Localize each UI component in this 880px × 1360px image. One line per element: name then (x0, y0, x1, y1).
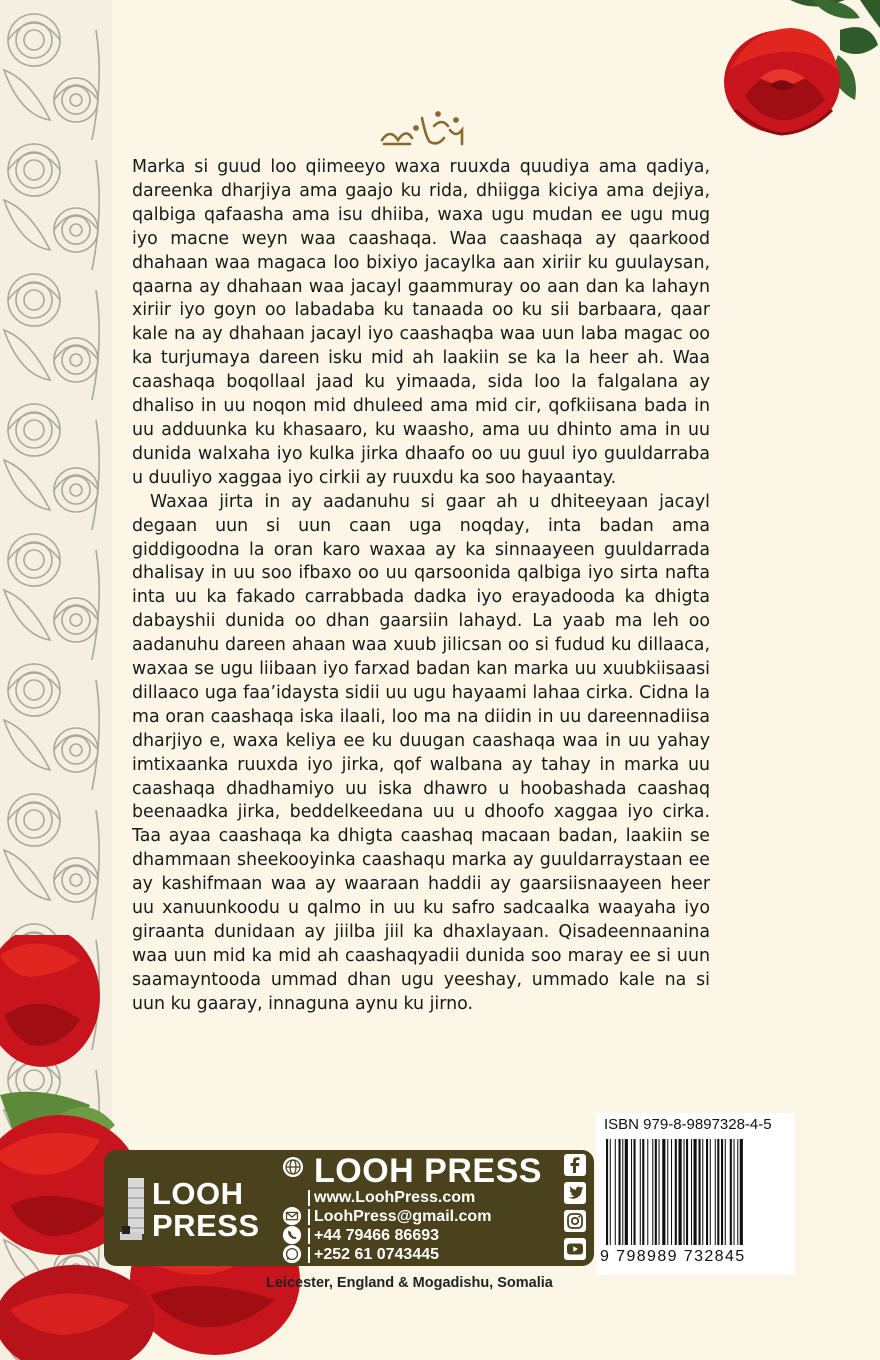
mail-icon (282, 1207, 302, 1227)
contact-phone[interactable] (282, 1226, 552, 1245)
separator (308, 1190, 310, 1206)
instagram-icon[interactable] (564, 1210, 586, 1232)
phone-icon (282, 1226, 302, 1246)
calligraphy-title (372, 108, 468, 156)
facebook-icon[interactable] (564, 1154, 586, 1176)
contact-email[interactable] (282, 1207, 552, 1226)
barcode-digits: 9 798989 732845 (600, 1248, 746, 1265)
youtube-icon[interactable] (564, 1238, 586, 1260)
contact-website[interactable] (282, 1188, 552, 1207)
isbn-label: ISBN 979-8-9897328-4-5 (604, 1116, 772, 1133)
publisher-banner (104, 1150, 594, 1266)
tower-icon (120, 1176, 150, 1242)
globe-icon (282, 1156, 304, 1178)
barcode (604, 1139, 787, 1249)
logo-line-2: PRESS (152, 1208, 260, 1243)
separator (308, 1247, 310, 1263)
website-link[interactable]: www.LoohPress.com (314, 1189, 476, 1206)
logo-line-1: LOOH (152, 1176, 244, 1211)
twitter-icon[interactable] (564, 1182, 586, 1204)
whatsapp-number[interactable]: +252 61 0743445 (314, 1246, 440, 1263)
rose-image-top (720, 0, 880, 145)
isbn-barcode-box (596, 1113, 795, 1275)
paragraph-2: Waxaa jirta in ay aadanuhu si gaar ah u dhiteeyaan jacayl degaan uun si uun caan uga noqday, inta badan ama giddigoodna la oran karo waxaa ay ka sinnaayeen guuldarrada dhalisay in uu soo ifbaxo oo uu qarsoonida qalbiga iyo sirta nafta inta uu ka fakado carrabbada dadka iyo erayadooda ka dhigta dabayshii dunida oo dhan gaarsiin lahayd. La yaab ma leh oo aadanuhu dareen ahaan waa xuub jilicsan oo si fudud ku dillaaca, waxaa se ugu liibaan iyo farxad badan kan marka uu xuubkiisaasi dillaaco uga faa’idaysta sidii uu ugu hayaami lahaa cirka. Cidna la ma oran caashaqa iska ilaali, loo ma na diidin in uu dareennadiisa dharjiyo e, waxa keliya ee ku duugan caashaqa waa in uu yahay imtixaanka ruuxda iyo jirka, qof walbana ay tahay in marka uu caashaqa dhadhamiyo uu iska dhawro u hoobashada caashaq beenaadka jirka, beddelkeedana uu u dhoofo xaggaa iyo cirka. Taa ayaa caashaqa ka dhigta caashaq macaan badan, laakiin se dhammaan sheekooyinka caashaqu marka ay guuldarraystaan ee ay kashifmaan waa ay waaraan haddii ay gaarsiisnaayeen heer uu xanuunkoodu u qalmo in uu ku safro sadcaalka waayaha iyo giraanta dunidaan ay jiilba jiil ka dhaxlayaan. Qisadeennaanina waa uun mid ka mid ah caashaqyadii dunida soo maray ee si uun saamayntooda ummad dhan ugu yeeshay, ummado kale na si uun ku gaaray, innaguna aynu ku jirno. (132, 491, 710, 1014)
separator (308, 1209, 310, 1225)
paragraph-1: Marka si guud loo qiimeeyo waxa ruuxda quudiya ama qadiya, dareenka dharjiya ama gaajo ku rida, dhiigga kiciya ama dejiya, qalbiga qafaasha ama isu dhiiba, waxa ugu mudan ee ugu mug iyo macne weyn waa caashaqa. Waa caashaqa ay qaarkood dhahaan waa magaca loo bixiyo jacaylka aan xiriir ku guulaysan, qaarna ay dhahaan waa jacayl gaammuray oo aan dan ka lahayn xiriir iyo goyn oo labadaba ku tanaada oo ku sii barbaara, qaar kale na ay dhahaan jacayl iyo caashaqba waa uun laba magac oo ka turjumaya dareen isku mid ah laakiin se ka la heer ah. Waa caashaqa boqollaal jaad ku yimaada, sida loo la falgalana ay dhaliso in uu noqon mid dhuleed ama mid cir, qofkiisana bada in uu adduunka ku khasaaro, ku waasho, ama uu dhinto ama in uu dunida walxaha iyo kulka jirka dhaafo oo uu guul iyo guuldarraba u duuliyo xaggaa iyo cirkii ay ruuxdu ka soo hayaantay. (132, 157, 710, 488)
phone-number[interactable]: +44 79466 86693 (314, 1227, 440, 1244)
contact-list (282, 1188, 552, 1264)
publisher-logo (120, 1172, 280, 1244)
publisher-title: LOOH PRESS (314, 1152, 542, 1190)
email-link[interactable]: LoohPress@gmail.com (314, 1208, 492, 1225)
body-text (132, 156, 710, 1017)
publisher-location: Leicester, England & Mogadishu, Somalia (266, 1275, 553, 1291)
separator (308, 1228, 310, 1244)
social-icons (562, 1154, 588, 1266)
contact-whatsapp[interactable] (282, 1245, 552, 1264)
whatsapp-icon (282, 1245, 302, 1265)
